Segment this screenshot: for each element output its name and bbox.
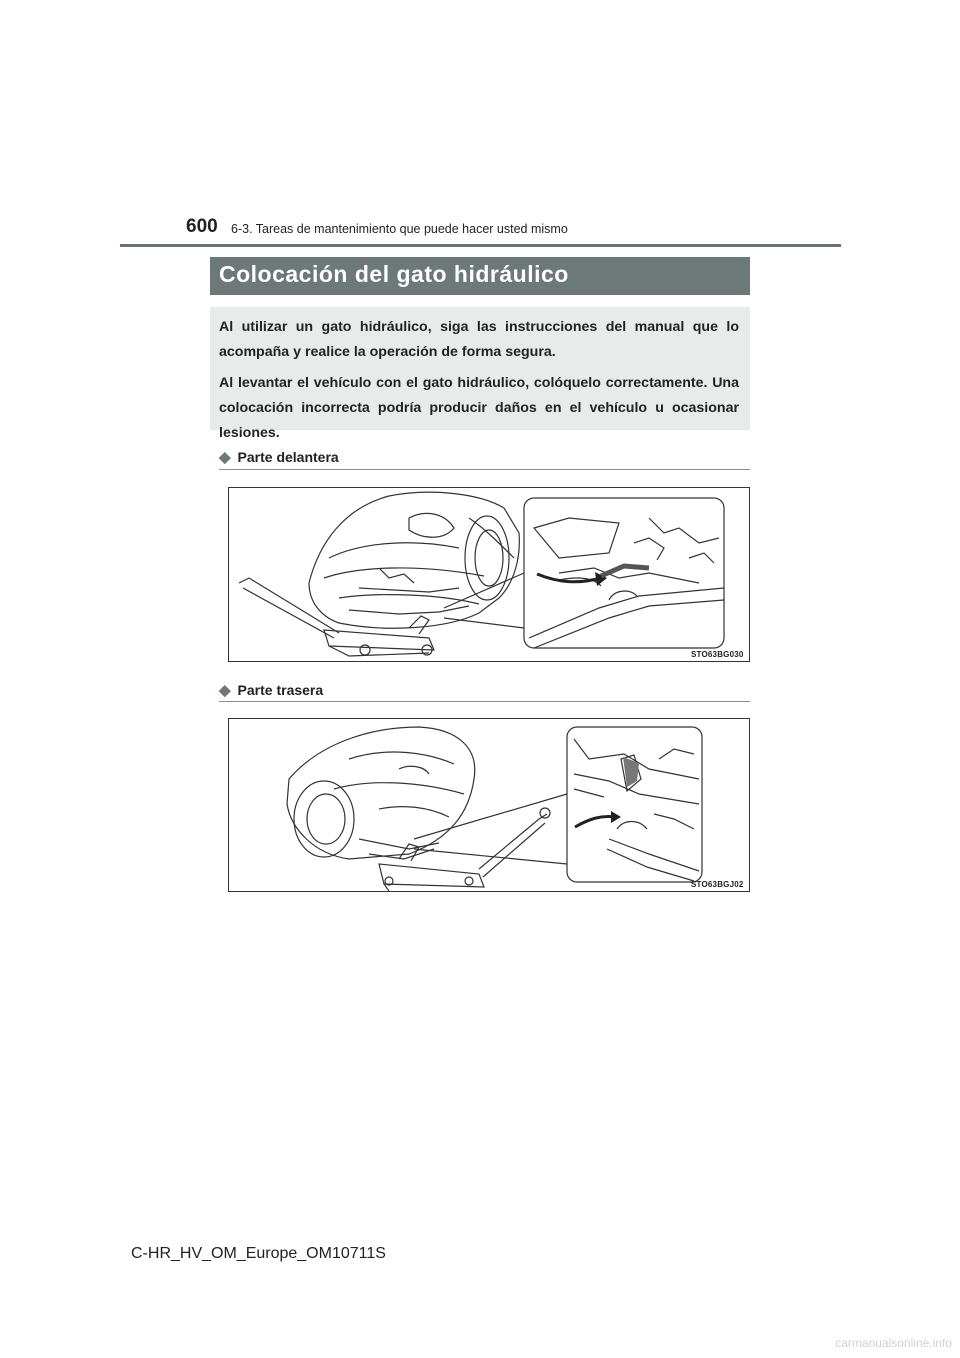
front-jack-illustration xyxy=(229,488,749,661)
subsection-heading-front xyxy=(219,448,339,466)
diamond-icon: ◆ xyxy=(219,682,231,699)
figure-rear-jack-point xyxy=(228,718,750,892)
intro-paragraph-1: Al utilizar un gato hidráulico, siga las instrucciones del manual que lo acompaña y realice la operación de forma segura. xyxy=(219,319,739,360)
footer-doc-id: C-HR_HV_OM_Europe_OM10711S xyxy=(131,1245,386,1262)
figure-code-front: STO63BG030 xyxy=(691,650,744,659)
diamond-icon: ◆ xyxy=(219,449,231,466)
section-header: 6-3. Tareas de mantenimiento que puede hacer usted mismo xyxy=(231,222,568,236)
figure-front-jack-point xyxy=(228,487,750,662)
footer-site-watermark: carmanualsonline.info xyxy=(835,1336,952,1350)
subsection-heading-rear-text: Parte trasera xyxy=(237,682,324,698)
subsection-rule-front xyxy=(219,469,750,470)
page-title: Colocación del gato hidráulico xyxy=(210,257,750,295)
page-number: 600 xyxy=(186,216,218,237)
intro-box xyxy=(210,307,750,441)
figure-code-rear: STO63BGJ02 xyxy=(691,880,744,889)
subsection-heading-rear xyxy=(219,681,323,699)
rear-jack-illustration xyxy=(229,719,749,891)
subsection-heading-front-text: Parte delantera xyxy=(237,449,339,465)
intro-paragraph-2: Al levantar el vehículo con el gato hidráulico, colóquelo correctamente. Una colocación incorrecta podría producir daños en el vehículo u ocasionar lesiones. xyxy=(219,375,739,441)
subsection-rule-rear xyxy=(219,701,750,702)
header-rule xyxy=(120,244,841,247)
